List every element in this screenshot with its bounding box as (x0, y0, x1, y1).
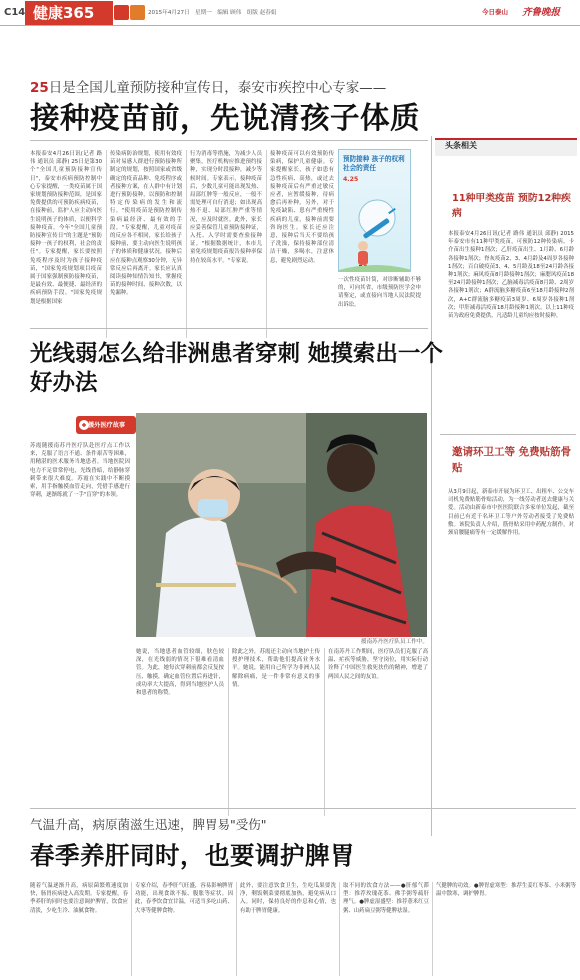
sidebar-text-2: 从3月9日起，新泰市开展为环卫工、出租车、公交车司机免费贴筋骨贴活动，为一线劳动者送去健康与关爱。活动由新泰市中医医院联合多家单位发起，截至目前已有近千名环卫工等户外劳动者接受了免费贴敷。该院负责人介绍，筋骨贴采用中药配方制作，对颈肩腰腿痛等有一定缓解作用。 (448, 489, 574, 537)
article3-headline: 春季养肝同时，也要调护脾胃 (30, 841, 355, 870)
sidebar-text-1: 本报泰安4月26日讯(记者 路伟 通讯员 邱静) 2015年泰安市有11种甲类疫苗，可预防12种传染病。卡介苗出生接种1剂次；乙肝疫苗出生、1月龄、6月龄各接种1剂次；脊灰疫苗2、3、4月龄及4周岁各接种1剂次；百白破疫苗3、4、5月龄及18至24月龄各接种1剂次；麻风疫苗8月龄接种1剂次；麻腮风疫苗18至24月龄接种1剂次；乙脑减毒活疫苗8月龄、2周岁各接种1剂次；A群流脑多糖疫苗6至18月龄接种2剂次，A+C群流脑多糖疫苗3周岁、6周岁各接种1剂次；甲肝减毒活疫苗18月龄接种1剂次。以上11种疫苗为政府免费提供，凡适龄儿童均应按时接种。 (448, 231, 574, 320)
nurse-and-patient-image (136, 413, 427, 637)
paper-name: 今日泰山 (482, 8, 508, 16)
column-rule (131, 882, 132, 976)
article2-headline: 光线弱怎么给非洲患者穿刺 她摸索出一个好办法 (30, 341, 443, 396)
vaccination-poster (338, 149, 411, 272)
sidebar-label: 头条相关 (445, 141, 477, 150)
article1-column-3: 行为消毒等措施，为减少人员聚集，医疗机构应推进预约接种，实现分时段接种，减少等候时间。专家表示，接种疫苗后，少数儿童可能出现发热、局部红肿等一般反应，一般不需处理可自行消退；如出现高热不退、局部红肿严重等情况，应及时就医。此外，家长应妥善保管儿童预防接种证，入托、入学时需要查验接种证。"根据数据统计，本市儿童免疫规划疫苗报告接种率保持在较高水平。"专家说。 (190, 151, 262, 264)
design-credit: 组版 赵春娟 (246, 10, 277, 16)
article1-kicker (30, 76, 386, 96)
issue-date: 2015年4月27日 (148, 10, 190, 16)
section-title: 健康365 (25, 1, 113, 25)
article1-headline: 接种疫苗前，先说清孩子体质 (30, 101, 421, 135)
kicker-text: 日是全国儿童预防接种宣传日，泰安市疾控中心专家—— (48, 80, 387, 96)
issue-meta (148, 8, 276, 16)
divider (440, 434, 576, 435)
column-rule (228, 648, 229, 816)
column-rule (432, 882, 433, 976)
poster-caption: 一次性疫苗针筒，对诊断辅助不够的，可向其省，市级预防医学会申请鉴定，或直接向当地人民法院提出诉讼。 (338, 277, 421, 308)
brand-logo: 齐鲁晚报 (522, 7, 561, 18)
photo-caption: 援南苏丹医疗队员工作中。 (360, 639, 428, 645)
kicker-number: 25 (30, 80, 49, 96)
poster-title: 预防接种 孩子的权利 社会的责任 (343, 155, 405, 172)
column-rule (339, 882, 340, 976)
article3-column-3: 此外，要注意饮食卫生，生吃瓜果要洗净，剩饭剩菜要彻底加热，避免病从口入。同时，保持良好的作息和心情，也有助于脾胃健康。 (240, 883, 336, 914)
page-header (0, 0, 580, 26)
column-rule (106, 150, 107, 338)
sidebar-headline-2: 邀请环卫工等 免费贴筋骨贴 (452, 446, 572, 474)
divider (30, 808, 576, 809)
column-rule (266, 150, 267, 338)
section-icon-1 (114, 5, 129, 20)
issue-weekday: 星期一 (195, 10, 212, 16)
column-rule (324, 648, 325, 816)
divider (30, 328, 428, 329)
divider (30, 140, 428, 141)
editor-credit: 编辑 顾伟 (217, 10, 242, 16)
article3-kicker: 气温升高，病原菌滋生迅速，脾胃易"受伤" (30, 817, 267, 832)
article3-column-1: 随着气温逐渐升高，病原菌繁殖速度加快，肠胃疾病进入高发期。专家提醒，春季养肝的同时也要注意调护脾胃，饮食应清淡，少吃生冷、油腻食物。 (30, 883, 128, 914)
sidebar-headline-1: 11种甲类疫苗 预防12种疾病 (452, 193, 571, 219)
section-icon-2 (130, 5, 145, 20)
poster-illustration (339, 186, 411, 272)
column-rule (186, 150, 187, 338)
article1-column-1: 本报泰安4月26日讯(记者 路伟 通讯员 邱静) 25日是第30个"全国儿童预防接种宣传日"，泰安市疾病预防控制中心专家提醒，一类疫苗属于国家规划预防接种范围，是国家免费提供的可预防疾病疫苗，在接种前，监护人应主动向医生说明孩子的体质，以便科学接种疫苗。今年"全国儿童预防接种宣传日"的主题是"预防接种一孩子的权利，社会的责任"。专家提醒，家长要按照免疫程序及时为孩子接种疫苗，"国家免疫规划项目疫苗属于国家强制预防接种疫苗，是最有效、最便捷、最经济的疾病预防手段。"国家免疫规划是根据国家 (30, 151, 102, 305)
article2-column-4: 在南苏丹工作期间，医疗队员们克服了高温、疟疾等威胁，坚守岗位，用实际行动诠释了中国医生救死扶伤的精神，增进了两国人民之间的友谊。 (328, 649, 428, 680)
article2-column-3: 除此之外，苏霞还主动向当地护士传授护理技术，帮助他们提高业务水平。她说，能用自己所学为非洲人民解除病痛，是一件非常有意义的事情。 (232, 649, 320, 688)
article1-column-2: 传染病防治规划，使用有效疫苗对易感人群进行预防接种所制定的规划，按照国家或省级确定的疫苗品种、免疫程序或者接种方案，在人群中有计划进行预防接种，以预防和控制特定传染病的发生和流行。"使用疫苗是预防控制传染病最经济、最有效的手段。"专家提醒，儿童对疫苗的反应各不相同，家长给孩子接种前，要主动向医生说明孩子的体质和健康状况，接种后应在接种点观察30分钟，无异常反应后再离开。家长应认真阅读接种知情告知书，掌握疫苗的接种时间、接种次数，以免漏种。 (110, 151, 182, 297)
article3-column-5: 气健脾的功效。●脾胃虚寒型：推荐生姜红枣茶、小米粥等温中散寒，调护脾胃。 (436, 883, 576, 898)
medical-photo (136, 413, 427, 637)
article3-column-4: 取不同的饮食方法——●肝郁气滞型：推荐玫瑰花茶、佛手粥等疏肝理气。●脾虚湿盛型：推荐薏米红豆粥、山药扁豆粥等健脾祛湿。 (343, 883, 429, 914)
article1-column-4: 接种疫苗可以有效预防传染病，保护儿童健康。专家提醒家长，孩子如患有急性疾病、高热，或过去接种疫苗后有严重过敏反应者，应暂缓接种，待病愈后再补种。另外，对于免疫缺陷、患有严重慢性疾病的儿童，接种前需要咨询医生。家长还应注意，接种后当天不要给孩子洗澡，保持接种部位清洁干燥，多喝水，注意休息，避免剧烈运动。 (270, 151, 334, 264)
article2-column-2: 她说，当地患者血管较细，肤色较深，在光线弱的情况下很难看清血管。为此，她每次穿刺前都会反复按压、触摸，确定血管位置后再进针，成功率大大提高，得到当地医护人员和患者的称赞。 (136, 649, 224, 697)
article2-column-1: 苏霞随援南苏丹医疗队赴医疗点工作以来，克服了语言不通、条件艰苦等困难，用精湛的医术服务当地患者。当地医院因电力不足常常停电，光线昏暗，给静脉穿刺带来很大难度。苏霞在实践中不断摸索，用手指触摸血管走向，凭借手感进行穿刺，逐渐练就了一手"盲穿"的本领。 (30, 443, 130, 499)
article3-column-2: 专家介绍，春季肝气旺盛，容易影响脾胃功能，出现食欲不振、腹胀等症状。因此，春季饮食宜甘温，可适当多吃山药、大枣等健脾食物。 (135, 883, 233, 914)
column-rule (236, 882, 237, 976)
poster-date: 4.25 (343, 176, 359, 183)
story-badge-label: 援外医疗故事 (88, 422, 126, 429)
page-code: C14 (4, 7, 26, 18)
sidebar-rule (431, 136, 432, 836)
